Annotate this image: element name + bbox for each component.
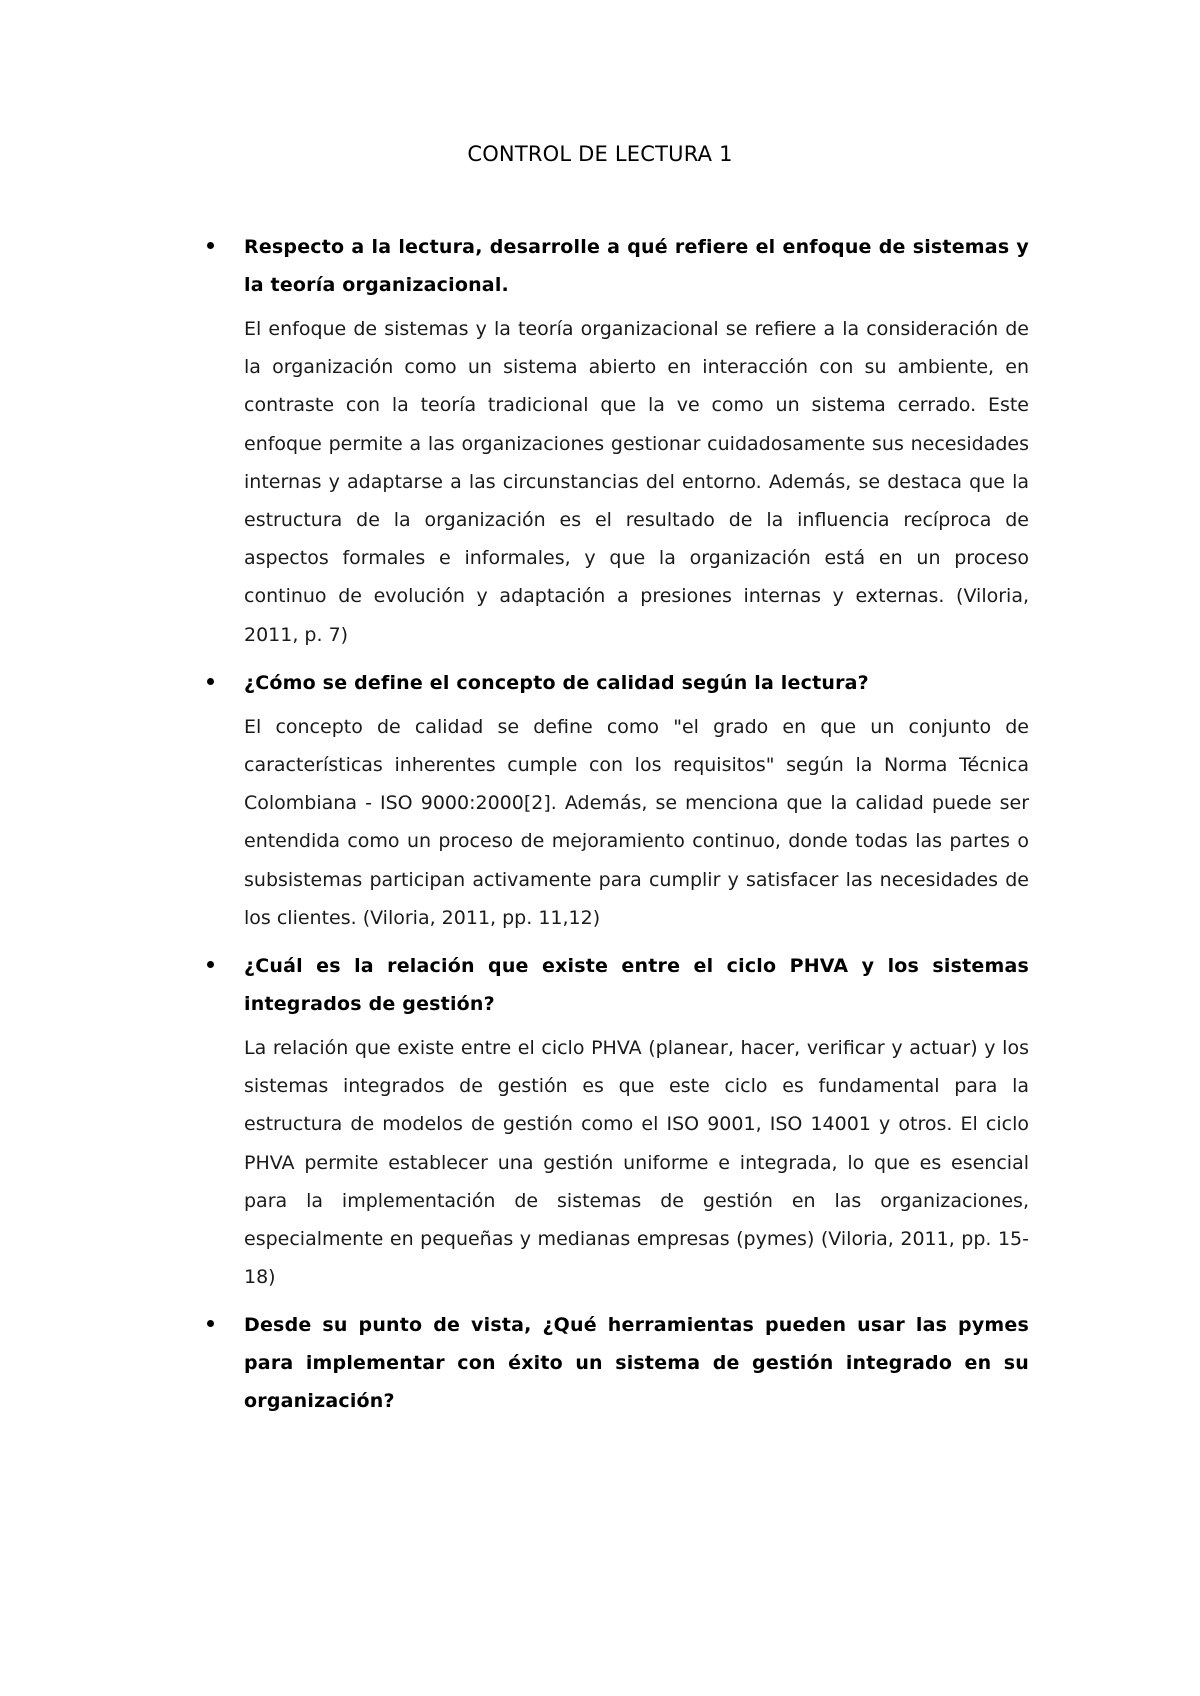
answer-3: La relación que existe entre el ciclo PHVA (planear, hacer, verificar y actuar) y los sistemas integrados de gestión es que este ciclo es fundamental para la estructura de modelos de gestión como el ISO 9001, ISO 14001 y otros. El ciclo PHVA permite establecer una gestión uniforme e integrada, lo que es esencial para la implementación de sistemas de gestión en las organizaciones, especialmente en pequeñas y medianas empresas (pymes) (Viloria, 2011, pp. 15-18) (244, 1037, 1029, 1289)
bullet-icon (207, 242, 214, 249)
question-3 (244, 947, 1029, 1023)
question-2 (244, 664, 1029, 702)
bullet-icon (207, 1320, 214, 1327)
bullet-icon (207, 678, 214, 685)
answer-1: El enfoque de sistemas y la teoría organizacional se refiere a la consideración de la organización como un sistema abierto en interacción con su ambiente, en contraste con la teoría tradicional que la ve como un sistema cerrado. Este enfoque permite a las organizaciones gestionar cuidadosamente sus necesidades internas y adaptarse a las circunstancias del entorno. Además, se destaca que la estructura de la organización es el resultado de la influencia recíproca de aspectos formales e informales, y que la organización está en un proceso continuo de evolución y adaptación a presiones internas y externas. (Viloria, 2011, p. 7) (244, 318, 1029, 646)
question-1-text: Respecto a la lectura, desarrolle a qué refiere el enfoque de sistemas y la teoría organizacional. (244, 236, 1029, 296)
bullet-icon (207, 961, 214, 968)
qa-item-2 (244, 664, 1029, 937)
document-content (244, 228, 1029, 1420)
question-4-text: Desde su punto de vista, ¿Qué herramientas pueden usar las pymes para implementar con éxito un sistema de gestión integrado en su organización? (244, 1314, 1029, 1413)
document-title: CONTROL DE LECTURA 1 (467, 142, 733, 166)
question-4 (244, 1306, 1029, 1420)
qa-item-3 (244, 947, 1029, 1296)
answer-2: El concepto de calidad se define como "el grado en que un conjunto de características inherentes cumple con los requisitos" según la Norma Técnica Colombiana - ISO 9000:2000[2]. Además, se menciona que la calidad puede ser entendida como un proceso de mejoramiento continuo, donde todas las partes o subsistemas participan activamente para cumplir y satisfacer las necesidades de los clientes. (Viloria, 2011, pp. 11,12) (244, 715, 1029, 929)
qa-item-1 (244, 228, 1029, 654)
question-2-text: ¿Cómo se define el concepto de calidad según la lectura? (244, 671, 869, 694)
qa-item-4 (244, 1306, 1029, 1420)
question-3-text: ¿Cuál es la relación que existe entre el ciclo PHVA y los sistemas integrados de gestión? (244, 955, 1029, 1016)
question-1 (244, 228, 1029, 304)
